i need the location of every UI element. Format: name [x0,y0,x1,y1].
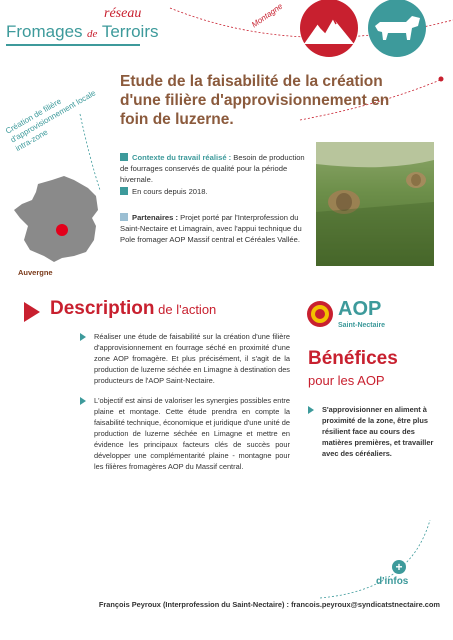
description-subtitle: de l'action [154,302,217,317]
plus-infos-label: d'infos [376,576,409,587]
logo-terroirs: Terroirs [101,22,159,41]
aop-sub-label: Saint-Nectaire [338,322,386,329]
description-para-2: L'objectif est ainsi de valoriser les synergies possibles entre plaine et montage. Cette étude prendra en compte la faisabilité technique, économique et juridique d'une unité de production de luzerne séchée en Limagne et mettre en évidence les principaux facteurs clés de succès pour développer une complémentarité plaine - montagne pour les filières fromagères AOP du Massif central. [94,396,290,471]
bullet-square [120,153,128,161]
logo-fromages: Fromages [6,22,83,41]
bullet-square [120,187,128,195]
description-para-1: Réaliser une étude de faisabilité sur la création d'une filière d'approvisionnement en fourrage séché en proximité d'une zone AOP fromagère. Et plus précisément, il s'agit de la production de luzerne séchée en Limagne à destination des producteurs de l'AOP Saint-Nectaire. [94,332,290,385]
description-heading [50,298,216,320]
benefits-text: S'approvisionner en aliment à proximité de la zone, être plus résilient face au cours des matières premières, et travailler avec des céréaliers. [322,405,434,458]
logo-de: de [86,28,98,40]
france-map [0,100,110,280]
context-item-2 [120,186,310,197]
benefits-subtitle: pour les AOP [308,373,385,388]
bullet-square [120,213,128,221]
filiere-label: Création de filière d'approvisionnement locale intra-zone [4,88,98,154]
context-text: Besoin de production de fourrages conservés de qualité pour la période hivernale. [120,153,305,184]
logo-reseau: réseau [104,6,142,21]
context-label: Contexte du travail réalisé : [132,153,232,162]
plus-infos-icon: + [392,560,406,574]
cow-icon [366,0,428,62]
partners-text: Projet porté par l'Interprofession du Saint-Nectaire et Limagrain, avec l'appui technique du Pole fromager AOP Massif central et Céréales Vallée. [120,213,302,244]
bullet-triangle [80,397,86,405]
aop-label: AOP [338,298,382,320]
benefits-title: Bénéfices [308,348,398,369]
context-item-3 [120,212,310,245]
status-text: En cours depuis 2018. [132,187,208,196]
region-label: Auvergne [18,268,53,277]
decorative-arc-bottom [320,520,453,600]
hay-field-photo [316,142,434,266]
bullet-triangle [80,333,86,341]
context-item-1 [120,152,310,185]
description-title: Description [50,298,155,319]
footer-contact: François Peyroux (Interprofession du Saint-Nectaire) : francois.peyroux@syndicatstnectaire.com [98,600,440,609]
montagne-tag: Montagne [250,1,285,30]
bullet-triangle [308,406,314,414]
page-title: Etude de la faisabilité de la création d'une filière d'approvisionnement en foin de luzerne. [120,73,390,128]
description-arrow [24,302,40,322]
aop-seal-icon [306,300,334,328]
partners-label: Partenaires : [132,213,179,222]
mountain-icon [298,0,360,62]
